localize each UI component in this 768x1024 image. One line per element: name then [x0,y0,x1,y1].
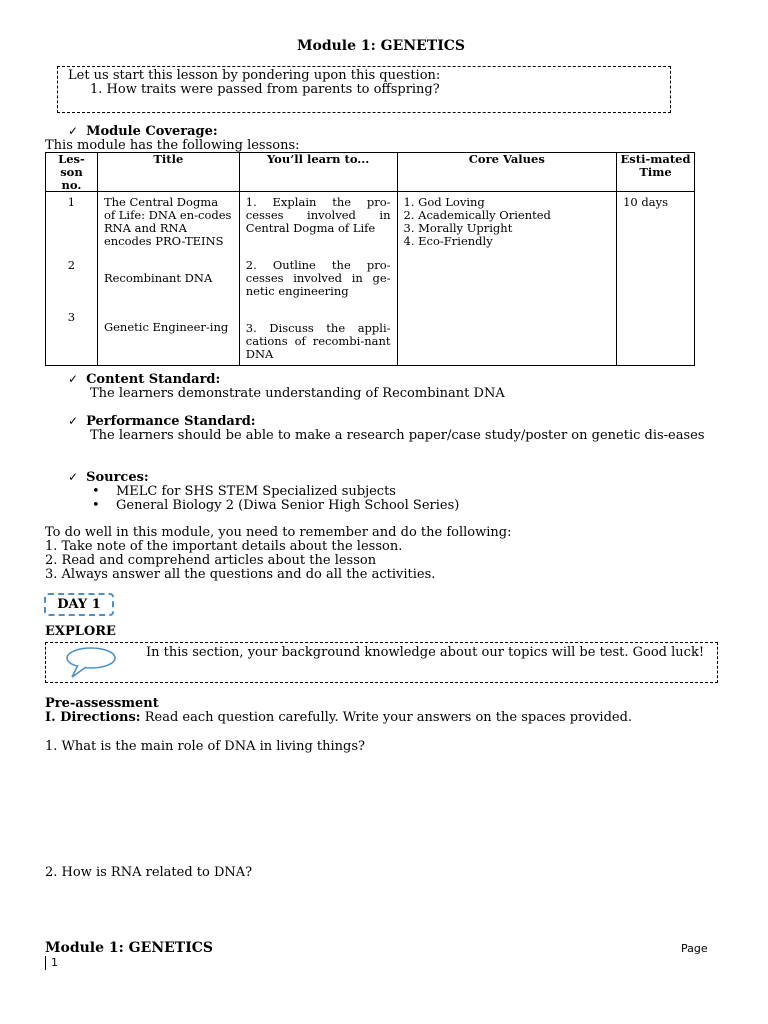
question-2: 2. How is RNA related to DNA? [45,865,253,880]
header-learn: You’ll learn to... [239,153,397,192]
preassessment-heading: Pre-assessment [45,696,159,711]
header-title: Title [97,153,239,192]
speech-bubble-icon [64,646,118,680]
learning-objectives: 1. Explain the pro-cesses involved in Central Dogma of Life 2. Outline the pro-cesses involved in ge-netic engineering 3. Discuss the appli-cations of recombi-nant DNA [239,192,397,365]
intro-question: 1. How traits were passed from parents to offspring? [90,82,440,97]
explore-text: In this section, your background knowledge about our topics will be test. Good luck! [146,645,705,660]
estimated-time-cell: 10 days [617,192,695,365]
header-lesson-no: Les-son no. [46,153,98,192]
list-item: 3. Always answer all the questions and do all the activities. [45,567,436,582]
source-item: • General Biology 2 (Diwa Senior High School Series) [116,499,459,513]
explore-heading: EXPLORE [45,624,116,639]
checkmark-icon: ✓ [68,124,79,138]
list-item: 2. Read and comprehend articles about the lesson [45,553,377,568]
lesson-titles: The Central Dogma of Life: DNA en-codes RNA and RNA encodes PRO-TEINS Recombinant DNA Genetic Engineer-ing [97,192,239,365]
footer-page-label: Page [681,942,708,955]
footer-title: Module 1: GENETICS [45,940,213,956]
footer-page-number: 1 [45,956,58,970]
core-values-cell: 1. God Loving 2. Academically Oriented 3. Morally Upright 4. Eco-Friendly [397,192,617,365]
intro-text: Let us start this lesson by pondering upon this question: [68,68,441,83]
question-1: 1. What is the main role of DNA in living things? [45,739,366,754]
header-core-values: Core Values [397,153,617,192]
lesson-numbers: 1 2 3 [46,192,98,365]
content-standard-section: ✓ Content Standard: The learners demonstrate understanding of Recombinant DNA [68,372,505,401]
table-header-row [46,153,695,192]
day-label-badge: DAY 1 [44,593,114,616]
checkmark-icon: ✓ [68,372,79,386]
checkmark-icon: ✓ [68,470,79,484]
source-item: • MELC for SHS STEM Specialized subjects [116,485,459,499]
module-coverage-heading: ✓ Module Coverage: [68,124,218,139]
sources-section: ✓ Sources: • MELC for SHS STEM Specialized subjects • General Biology 2 (Diwa Senior High School Series) [68,470,459,513]
checkmark-icon: ✓ [68,414,79,428]
intro-question-box [57,66,671,113]
page-title: Module 1: GENETICS [297,38,465,54]
todo-section: To do well in this module, you need to remember and do the following: 1. Take note of the important details about the lesson. 2. Read and comprehend articles about the lesson 3. Always answer all the questions and do all the activities. [45,525,512,582]
performance-standard-section: ✓ Performance Standard: The learners should be able to make a research paper/case study/poster on genetic dis-eases [68,414,705,443]
module-coverage-subtext: This module has the following lessons: [45,138,300,153]
explore-box [45,642,718,683]
directions: I. Directions: Read each question carefully. Write your answers on the spaces provided. [45,710,633,725]
list-item: 1. Take note of the important details about the lesson. [45,539,403,554]
lessons-table [45,152,695,366]
table-row [46,192,695,365]
header-time: Esti-mated Time [617,153,695,192]
